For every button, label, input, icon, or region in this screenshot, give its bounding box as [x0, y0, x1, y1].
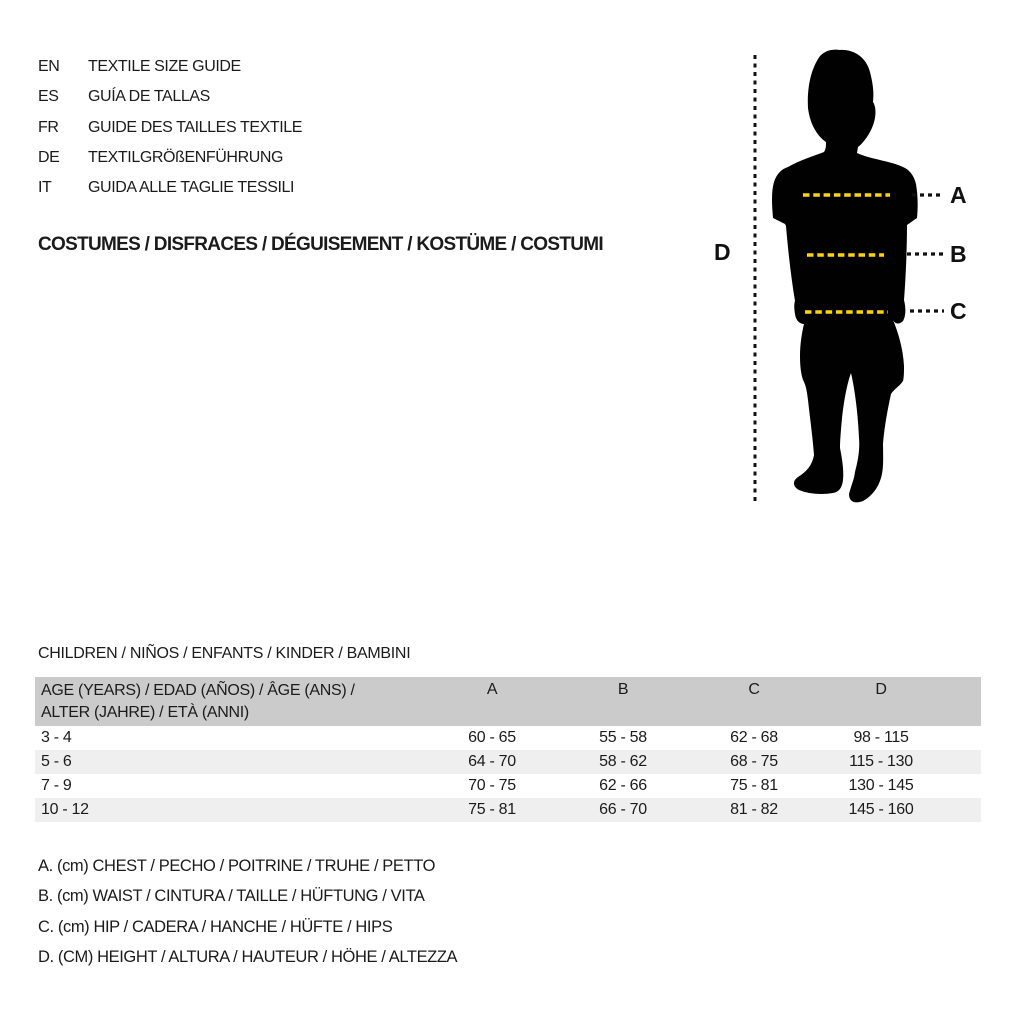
chest-label: A — [950, 182, 967, 208]
age-cell: 3 - 4 — [41, 729, 72, 746]
legend-height: D. (CM) HEIGHT / ALTURA / HAUTEUR / HÖHE / ALTEZZA — [38, 948, 458, 967]
language-list — [38, 52, 302, 203]
measurement-figure — [700, 40, 1000, 520]
age-cell: 7 - 9 — [41, 777, 72, 794]
chest-cell: 70 - 75 — [468, 777, 516, 794]
legend-chest: A. (cm) CHEST / PECHO / POITRINE / TRUHE / PETTO — [38, 857, 436, 875]
age-header-line2: ALTER (JAHRE) / ETÀ (ANNI) — [41, 704, 249, 721]
language-row-en — [38, 52, 302, 82]
age-cell: 5 - 6 — [41, 753, 72, 770]
height-cell: 98 - 115 — [853, 729, 909, 746]
child-silhouette-icon — [772, 50, 918, 503]
height-label: D — [714, 239, 731, 265]
children-section-title: CHILDREN / NIÑOS / ENFANTS / KINDER / BAMBINI — [38, 645, 411, 662]
language-row-es — [38, 82, 302, 112]
hip-cell: 75 - 81 — [730, 777, 778, 794]
language-code: ES — [38, 88, 59, 106]
table-row — [35, 726, 981, 750]
guide-title-fr: GUIDE DES TAILLES TEXTILE — [88, 118, 303, 136]
legend-hip: C. (cm) HIP / CADERA / HANCHE / HÜFTE / HIPS — [38, 917, 393, 936]
waist-cell: 55 - 58 — [599, 729, 647, 746]
waist-cell: 66 - 70 — [599, 801, 647, 818]
hip-label: C — [950, 298, 967, 324]
language-code: FR — [38, 118, 59, 136]
table-row — [35, 750, 981, 774]
guide-title-it: GUIDA ALLE TAGLIE TESSILI — [88, 179, 295, 197]
hip-cell: 81 - 82 — [730, 801, 778, 818]
legend-waist: B. (cm) WAIST / CINTURA / TAILLE / HÜFTUNG / VITA — [38, 887, 425, 906]
column-header-b: B — [617, 681, 629, 698]
age-cell: 10 - 12 — [41, 801, 89, 818]
language-row-de — [38, 143, 302, 173]
hip-cell: 68 - 75 — [730, 753, 778, 770]
age-header-line1: AGE (YEARS) / EDAD (AÑOS) / ÂGE (ANS) / — [41, 682, 355, 699]
language-code: DE — [38, 148, 60, 166]
hip-cell: 62 - 68 — [730, 729, 778, 746]
table-row — [35, 798, 981, 822]
waist-cell: 62 - 66 — [599, 777, 647, 794]
height-cell: 115 - 130 — [849, 753, 913, 770]
chest-cell: 75 - 81 — [468, 801, 516, 818]
size-table — [35, 677, 981, 822]
guide-title-en: TEXTILE SIZE GUIDE — [88, 58, 241, 75]
height-cell: 130 - 145 — [848, 777, 914, 794]
waist-cell: 58 - 62 — [599, 753, 647, 770]
size-table-header — [35, 677, 981, 726]
age-column-header — [41, 680, 355, 724]
column-header-c: C — [748, 681, 760, 698]
height-cell: 145 - 160 — [848, 801, 914, 818]
language-row-it — [38, 173, 302, 203]
table-row — [35, 774, 981, 798]
guide-title-es: GUÍA DE TALLAS — [88, 88, 210, 106]
language-code: EN — [38, 58, 60, 75]
column-header-a: A — [486, 681, 498, 698]
category-heading: COSTUMES / DISFRACES / DÉGUISEMENT / KOSTÜME / COSTUMI — [38, 234, 603, 255]
measurement-legend — [38, 851, 457, 973]
language-row-fr — [38, 113, 302, 143]
chest-cell: 60 - 65 — [468, 729, 516, 746]
chest-cell: 64 - 70 — [468, 753, 516, 770]
guide-title-de: TEXTILGRÖßENFÜHRUNG — [88, 148, 284, 166]
waist-label: B — [950, 241, 967, 267]
column-header-d: D — [875, 681, 887, 698]
language-code: IT — [38, 179, 52, 197]
